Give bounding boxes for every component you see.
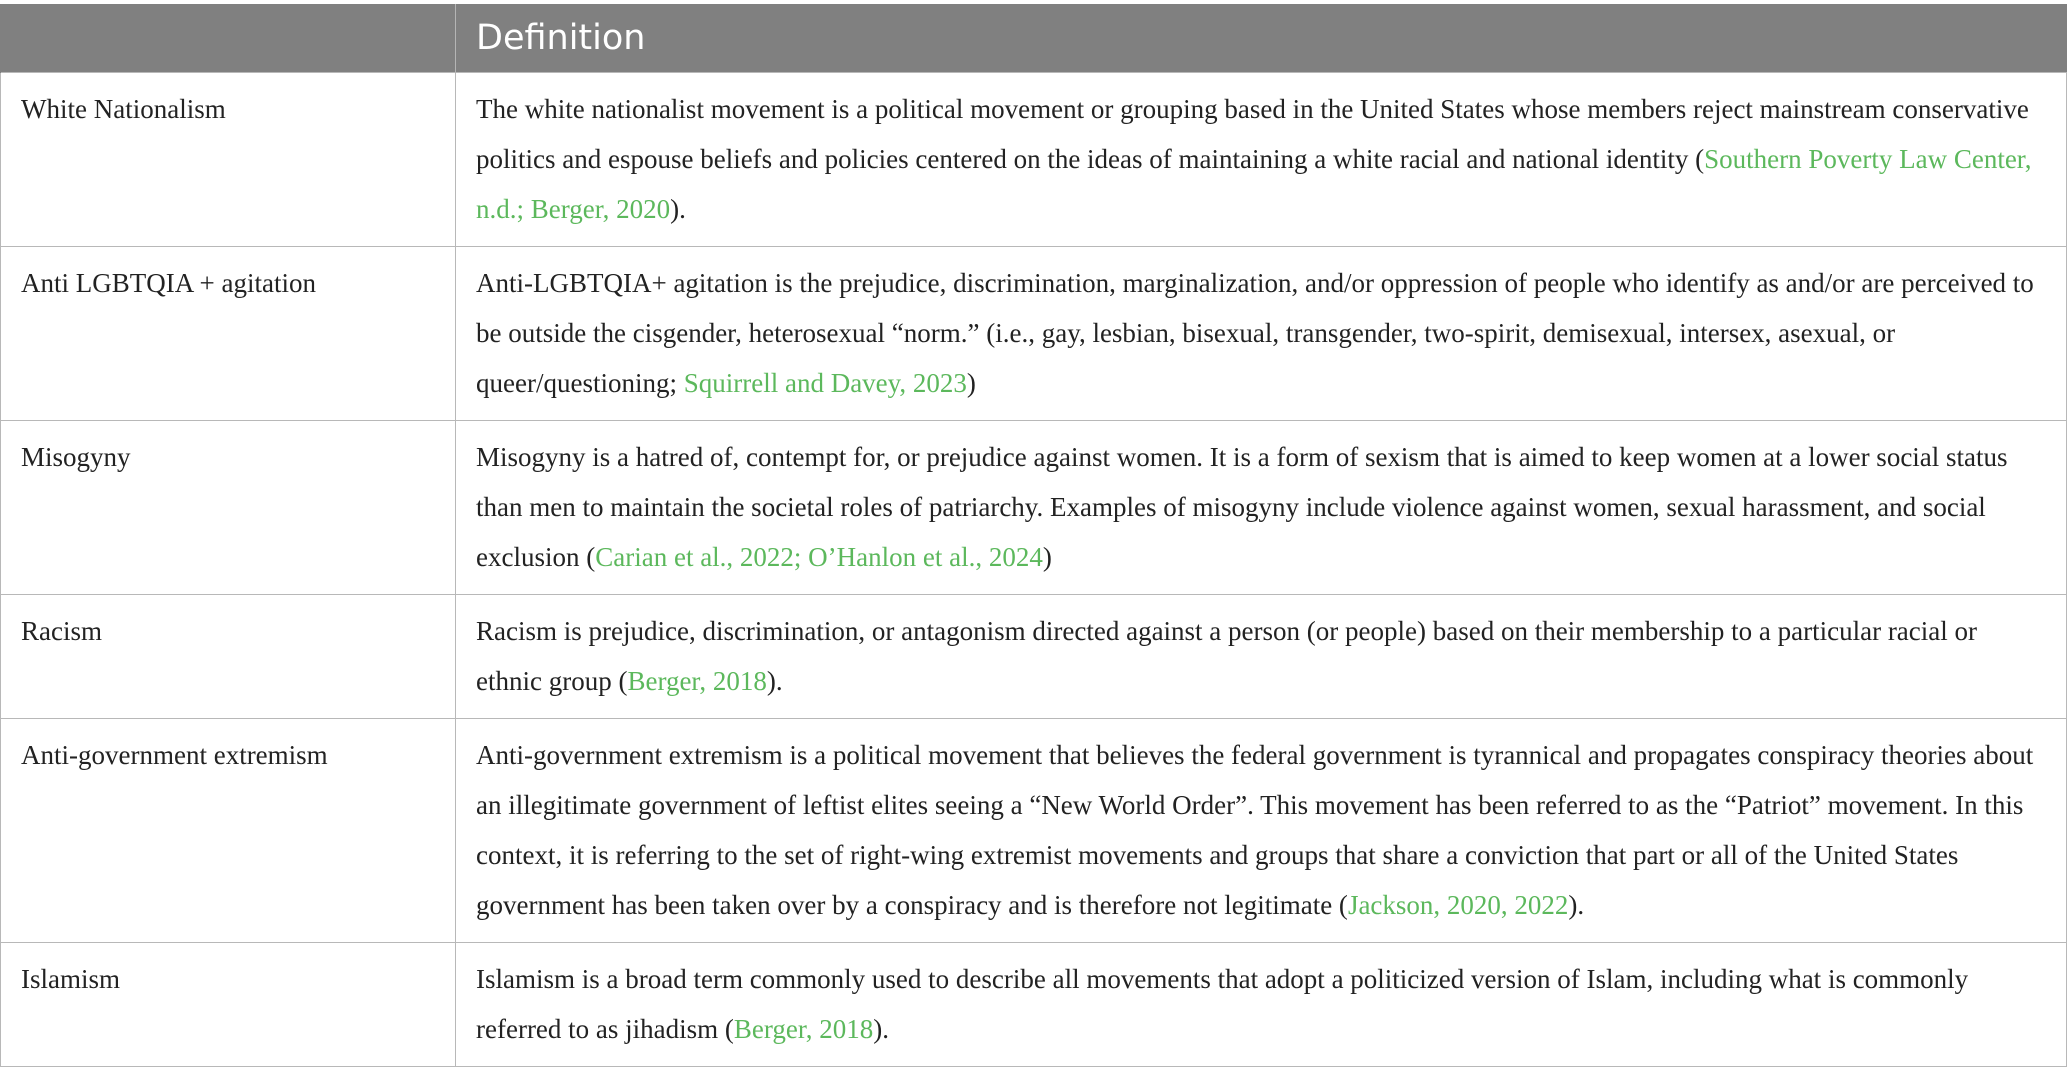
definition-text: Misogyny is a hatred of, contempt for, or prejudice against women. It is a form of sexism that is aimed to keep women at a lower social status than men to maintain the societal roles of patriarchy. Examples of misogyny include violence against women, sexual harassment, and social exclusion ( (476, 441, 2008, 572)
definition-text: Anti-government extremism is a political movement that believes the federal government is tyrannical and propagates conspiracy theories about an illegitimate government of leftist elites seeing a “New World Order”. This movement has been referred to as the “Patriot” movement. In this context, it is referring to the set of right-wing extremist movements and groups that share a conviction that part or all of the United States government has been taken over by a conspiracy and is therefore not legitimate ( (476, 739, 2034, 920)
definition-tail: ). (873, 1013, 890, 1044)
term-cell: Islamism (1, 942, 456, 1066)
citation-link[interactable]: Berger, 2018 (627, 665, 767, 696)
citation-link[interactable]: Jackson, 2020, 2022 (1347, 889, 1569, 920)
definition-column-header: Definition (456, 4, 2067, 72)
definition-text: Racism is prejudice, discrimination, or antagonism directed against a person (or people) based on their membership to a particular racial or ethnic group ( (476, 615, 1978, 696)
term-cell: Anti-government extremism (1, 718, 456, 942)
definition-cell (456, 420, 2067, 594)
definition-cell (456, 718, 2067, 942)
definition-tail: ) (966, 367, 976, 398)
citation-link[interactable]: Southern Poverty Law Center, n.d.; Berger, 2020 (476, 143, 2032, 224)
definition-cell (456, 246, 2067, 420)
term-cell: Racism (1, 594, 456, 718)
term-cell: Anti LGBTQIA + agitation (1, 246, 456, 420)
definition-text: Islamism is a broad term commonly used to describe all movements that adopt a politicized version of Islam, including what is commonly referred to as jihadism ( (476, 963, 1969, 1044)
table-row (1, 594, 2067, 718)
term-cell: White Nationalism (1, 72, 456, 246)
header-row (1, 4, 2067, 72)
definition-text: The white nationalist movement is a political movement or grouping based in the United States whose members reject mainstream conservative politics and espouse beliefs and policies centered on the ideas of maintaining a white racial and national identity ( (476, 93, 2029, 174)
definition-text: Anti-LGBTQIA+ agitation is the prejudice, discrimination, marginalization, and/or oppression of people who identify as and/or are perceived to be outside the cisgender, heterosexual “norm.” (i.e., gay, lesbian, bisexual, transgender, two-spirit, demisexual, intersex, asexual, or queer/questioning; (476, 267, 2034, 398)
definition-tail: ). (670, 193, 686, 224)
citation-link[interactable]: Berger, 2018 (733, 1013, 874, 1044)
citation-link[interactable]: Carian et al., 2022; O’Hanlon et al., 2024 (595, 541, 1043, 572)
definition-tail: ). (1568, 889, 1585, 920)
citation-link[interactable]: Squirrell and Davey, 2023 (683, 367, 967, 398)
definition-cell (456, 942, 2067, 1066)
term-column-header (1, 4, 456, 72)
definition-tail: ). (766, 665, 783, 696)
table-row (1, 72, 2067, 246)
definitions-table (0, 4, 2067, 1067)
table-row (1, 246, 2067, 420)
table-row (1, 420, 2067, 594)
table-row (1, 718, 2067, 942)
definition-cell (456, 594, 2067, 718)
table-row (1, 942, 2067, 1066)
definition-tail: ) (1042, 541, 1052, 572)
term-cell: Misogyny (1, 420, 456, 594)
definition-cell (456, 72, 2067, 246)
